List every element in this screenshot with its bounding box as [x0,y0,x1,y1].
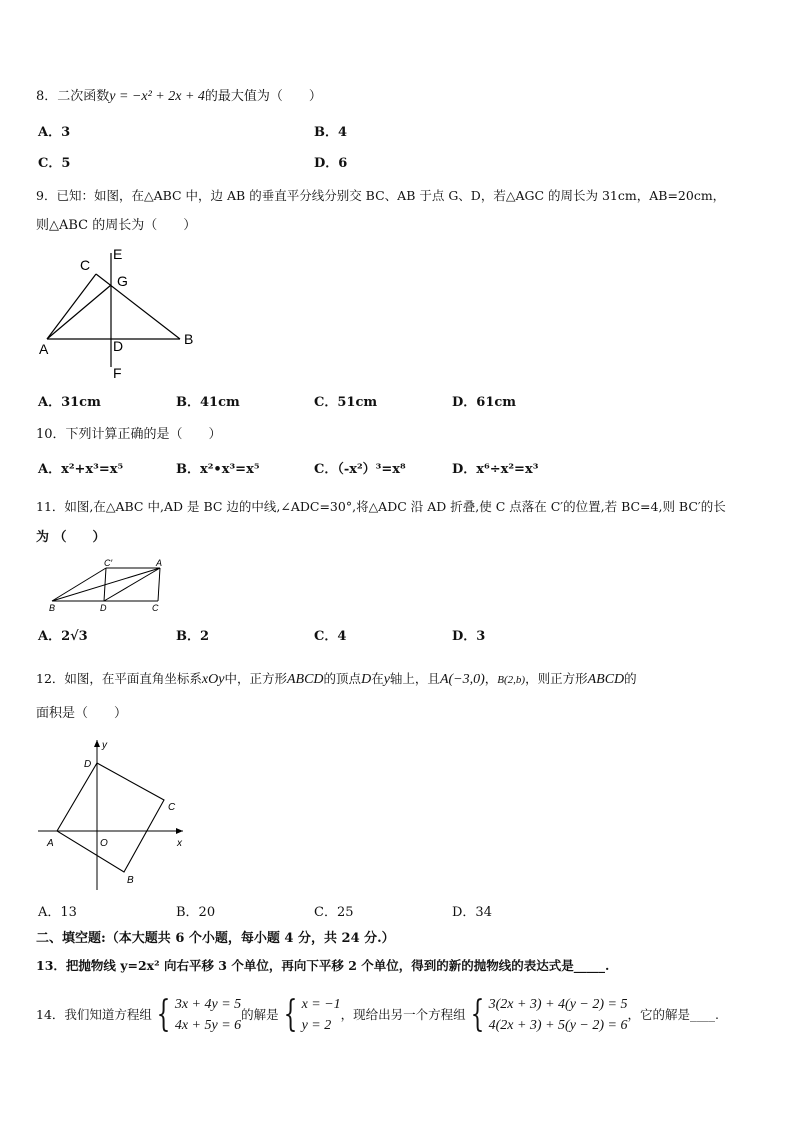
q9-label-a: A [39,341,49,357]
q12-label-b: B [127,875,134,886]
q12-label-a: A [47,838,54,849]
q9-label-e: E [113,246,123,262]
q12-label-o: O [100,838,108,849]
q9-label-g: G [117,273,128,289]
q14-stem: 14．我们知道方程组 { 3x + 4y = 5 4x + 5y = 6 的解是 { x = −1 y = 2 ，现给出另一个方程组 { 3(2x + 3) + 4(y − 2) = 5 4(2x + 3) + 5(y − 2) = 6 ，它的解是____. [36,994,719,1035]
q12-label-y: y [102,740,107,751]
q12-label-c: C [168,802,176,813]
q8-stem: 8．二次函数y = −x² + 2x + 4的最大值为（ ） [36,89,322,104]
q9-option-d[interactable]: D．61cm [452,395,517,410]
q9-option-a[interactable]: A．31cm [38,395,101,410]
q12-option-c[interactable]: C．25 [314,905,354,920]
q11-option-c[interactable]: C．4 [314,629,347,644]
q12-option-b[interactable]: B．20 [176,905,216,920]
q9-stem-line1: 9．已知：如图，在△ABC 中，边 AB 的垂直平分线分别交 BC、AB 于点 G、D，若△AGC 的周长为 31cm，AB=20cm， [36,188,726,203]
q12-option-a[interactable]: A．13 [38,905,77,920]
q8-option-b[interactable]: B．4 [314,125,348,140]
section-2-heading: 二、填空题:（本大题共 6 个小题，每小题 4 分，共 24 分.） [36,931,395,946]
q12-square-figure [38,735,198,895]
q10-option-c[interactable]: C．（-x²）³=x⁸ [314,462,406,477]
q11-option-b[interactable]: B．2 [176,629,210,644]
q10-option-d[interactable]: D．x⁶÷x²=x³ [452,462,539,477]
q9-label-d: D [113,338,124,354]
q11-label-d: D [100,603,107,613]
q12-label-d: D [84,759,92,770]
q11-fold-figure [44,556,174,616]
q9-stem-line2: 则△ABC 的周长为（ ） [36,218,197,233]
q8-option-a[interactable]: A．3 [38,125,71,140]
q14-system-1: 3x + 4y = 5 4x + 5y = 6 [174,997,242,1033]
q9-label-c: C [80,257,91,273]
q11-label-b: B [49,603,56,613]
q14-system-2: 3(2x + 3) + 4(y − 2) = 5 4(2x + 3) + 5(y − 2) = 6 [488,997,628,1033]
q12-stem-line2: 面积是（ ） [36,706,128,721]
q12-option-d[interactable]: D．34 [452,905,492,920]
q11-label-c-prime: C′ [104,558,113,568]
q10-option-b[interactable]: B．x²•x³=x⁵ [176,462,260,477]
q10-stem: 10．下列计算正确的是（ ） [36,427,222,442]
q12-label-x: x [177,838,182,849]
q9-label-f: F [113,365,122,381]
q10-option-a[interactable]: A．x²+x³=x⁵ [38,462,124,477]
q11-label-c: C [152,603,159,613]
q14-solution: x = −1 y = 2 [301,997,341,1033]
q9-option-c[interactable]: C．51cm [314,395,378,410]
q9-option-b[interactable]: B．41cm [176,395,240,410]
q11-stem-line2: 为 （ ） [36,530,106,545]
q13-stem: 13．把抛物线 y=2x² 向右平移 3 个单位，再向下平移 2 个单位，得到的新的抛物线的表达式是_____. [36,958,610,973]
q11-stem-line1: 11．如图,在△ABC 中,AD 是 BC 边的中线,∠ADC=30°,将△ADC 沿 AD 折叠,使 C 点落在 C′的位置,若 BC=4,则 BC′的长 [36,499,726,514]
q11-label-a: A [156,558,163,568]
q8-option-d[interactable]: D．6 [314,156,348,171]
q8-formula: y = −x² + 2x + 4 [109,89,205,104]
q9-triangle-figure [30,245,210,383]
q9-label-b: B [184,331,194,347]
q12-stem-line1: 12．如图，在平面直角坐标系xOy中，正方形ABCD的顶点D在y轴上，且A(−3,0)，B(2,b)，则正方形ABCD的 [36,671,637,687]
q11-option-a[interactable]: A．2√3 [38,629,88,644]
q11-option-d[interactable]: D．3 [452,629,486,644]
q8-option-c[interactable]: C．5 [38,156,71,171]
